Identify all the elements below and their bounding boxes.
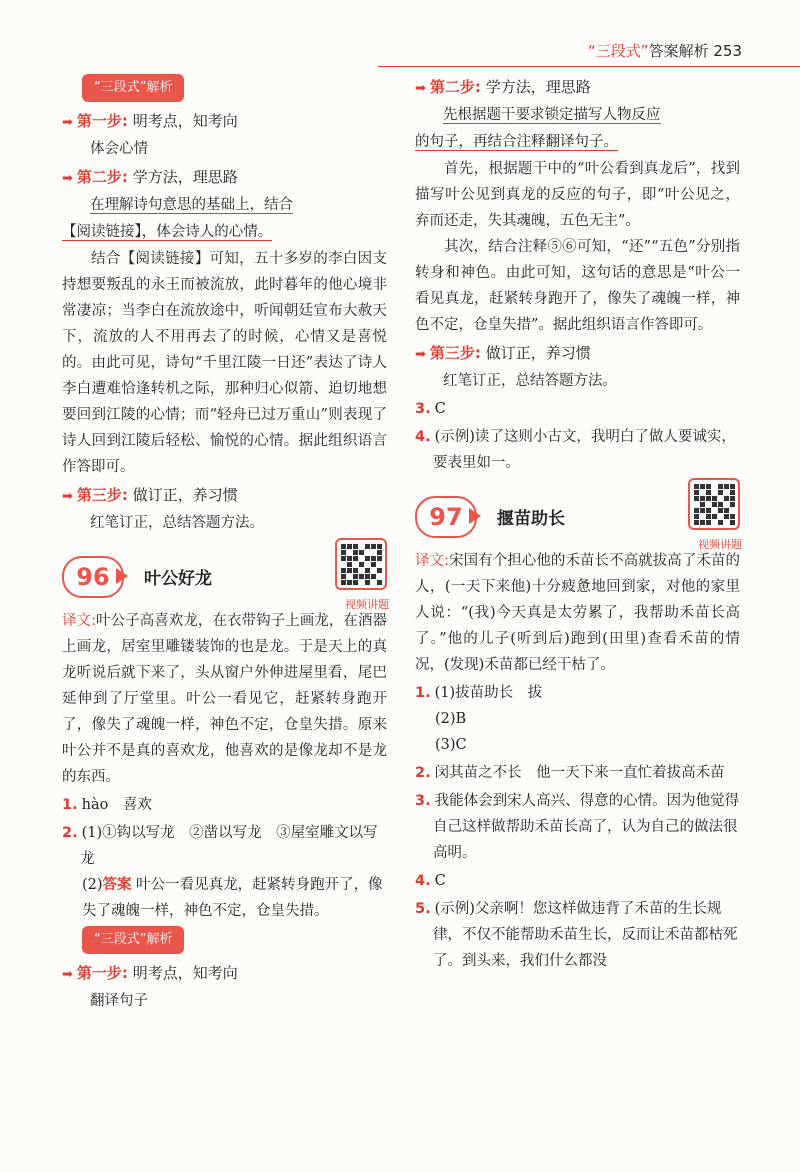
step-2-underlined-2: 【阅读链接】，体会诗人的心情。 bbox=[62, 224, 273, 240]
question-2-part-2: (2)答案 叶公一看见真龙，赶紧转身跑开了，像失了魂魄一样，神色不定，仓皇失措。 bbox=[82, 877, 383, 919]
arrow-icon: ➡ bbox=[415, 347, 426, 362]
step-3-right: ➡ 第三步: 做订正，养习惯 bbox=[415, 344, 591, 362]
header-title: 答案解析 bbox=[648, 42, 709, 60]
step-1b: ➡ 第一步: 明考点，知考向 bbox=[62, 964, 238, 982]
badge-arrow-icon bbox=[116, 568, 128, 584]
step-1-body: 体会心情 bbox=[90, 141, 148, 157]
page-number: 253 bbox=[713, 42, 742, 60]
analysis-tag-2: “三段式”解析 bbox=[82, 926, 184, 954]
arrow-icon: ➡ bbox=[62, 171, 73, 186]
step-3: ➡ 第三步: 做订正，养习惯 bbox=[62, 486, 238, 504]
header-series: “三段式” bbox=[588, 42, 649, 60]
page-header bbox=[588, 40, 742, 61]
qr-label: 视频讲题 bbox=[345, 598, 389, 611]
qr-label: 视频讲题 bbox=[698, 538, 742, 551]
arrow-icon: ➡ bbox=[62, 489, 73, 504]
lesson-number-badge: 96 bbox=[62, 556, 124, 598]
question-3: 3. C bbox=[415, 401, 446, 417]
lesson-97-heading bbox=[415, 484, 742, 551]
paragraph-2: 其次，结合注释⑤⑥可知，“还”“五色”分别指转身和神色。由此可知，这句话的意思是“叶公一看见真龙，赶紧转身跑开了，像失了魂魄一样，神色不定，仓皇失措”。据此组织语言作答即可。 bbox=[415, 239, 740, 333]
answer-1-part-3: (3)C bbox=[435, 737, 467, 753]
qr-code-icon[interactable] bbox=[335, 538, 387, 590]
right-column bbox=[415, 72, 740, 974]
question-1: 1. hào 喜欢 bbox=[62, 797, 152, 813]
analysis-tag: “三段式”解析 bbox=[82, 74, 184, 102]
question-4: 4. (示例)读了这则小古文，我明白了做人要诚实，要表里如一。 bbox=[415, 429, 736, 471]
lesson-title: 揠苗助长 bbox=[497, 509, 565, 529]
lesson-96-heading bbox=[62, 544, 389, 611]
question-2: 2. (1)①钩以写龙 ②凿以写龙 ③屋室雕文以写龙 bbox=[62, 825, 378, 867]
step-2-right: ➡ 第二步: 学方法，理思路 bbox=[415, 78, 591, 96]
step-1: ➡ 第一步: 明考点，知考向 bbox=[62, 112, 238, 130]
arrow-icon: ➡ bbox=[415, 81, 426, 96]
header-rule bbox=[378, 66, 800, 67]
lesson-title: 叶公好龙 bbox=[144, 569, 212, 589]
left-column bbox=[62, 72, 387, 1014]
answer-2: 2. 闵其苗之不长 他一天下来一直忙着拔高禾苗 bbox=[415, 765, 725, 781]
step-2: ➡ 第二步: 学方法，理思路 bbox=[62, 168, 238, 186]
arrow-icon: ➡ bbox=[62, 115, 73, 130]
step-2-paragraph: 结合【阅读链接】可知，五十多岁的李白因支持想要叛乱的永王而被流放，此时暮年的他心境非常凄凉；当李白在流放途中，听闻朝廷宣布大赦天下，流放的人不用再去了的时候，心情又是喜悦的。由此可见，诗句“千里江陵一日还”表达了诗人李白遭难恰逢转机之际，那种归心似箭、迫切地想要回到江陵的心情；而“轻舟已过万重山”则表现了诗人回到江陵后轻松、愉悦的心情。据此组织语言作答即可。 bbox=[62, 251, 387, 475]
step-3-right-body: 红笔订正，总结答题方法。 bbox=[443, 373, 617, 389]
answer-1: 1. (1)拔苗助长 拔 bbox=[415, 685, 543, 701]
translation: 译文:宋国有个担心他的禾苗长不高就拔高了禾苗的人，(一天下来他)十分疲惫地回到家，对他的家里人说：“(我)今天真是太劳累了，我帮助禾苗长高了。”他的儿子(听到后)跑到(田里)查看禾苗的情况，(发现)禾苗都已经干枯了。 bbox=[415, 553, 741, 673]
answer-3: 3. 我能体会到宋人高兴、得意的心情。因为他觉得自己这样做帮助禾苗长高了，认为自己的做法很高明。 bbox=[415, 793, 740, 861]
lesson-number-badge: 97 bbox=[415, 496, 477, 538]
qr-code-icon[interactable] bbox=[688, 478, 740, 530]
step-2-right-underlined: 先根据题干要求锁定描写人物反应 bbox=[443, 107, 661, 123]
step-2-underlined: 在理解诗句意思的基础上，结合 bbox=[90, 197, 293, 213]
translation: 译文:叶公子高喜欢龙，在衣带钩子上画龙，在酒器上画龙，居室里雕镂装饰的也是龙。于是天上的真龙听说后就下来了，头从窗户外伸进屋里看，尾巴延伸到了厅堂里。叶公一看见它，赶紧转身跑开了，像失了魂魄一样，神色不定，仓皇失措。原来叶公并不是真的喜欢龙，他喜欢的是像龙却不是龙的东西。 bbox=[62, 613, 388, 785]
arrow-icon: ➡ bbox=[62, 967, 73, 982]
answer-1-part-2: (2)B bbox=[435, 711, 467, 727]
step-2-right-underlined-2: 的句子，再结合注释翻译句子。 bbox=[415, 134, 618, 150]
answer-5: 5. (示例)父亲啊！您这样做违背了禾苗的生长规律，不仅不能帮助禾苗生长，反而让禾苗都枯死了。到头来，我们什么都没 bbox=[415, 901, 738, 969]
badge-arrow-icon bbox=[469, 508, 481, 524]
paragraph-1: 首先，根据题干中的“叶公看到真龙后”，找到描写叶公见到真龙的反应的句子，即“叶公见之，弃而还走，失其魂魄，五色无主”。 bbox=[415, 161, 740, 229]
step-3-body: 红笔订正，总结答题方法。 bbox=[90, 515, 264, 531]
step-1b-body: 翻译句子 bbox=[90, 993, 148, 1009]
answer-4: 4. C bbox=[415, 873, 446, 889]
